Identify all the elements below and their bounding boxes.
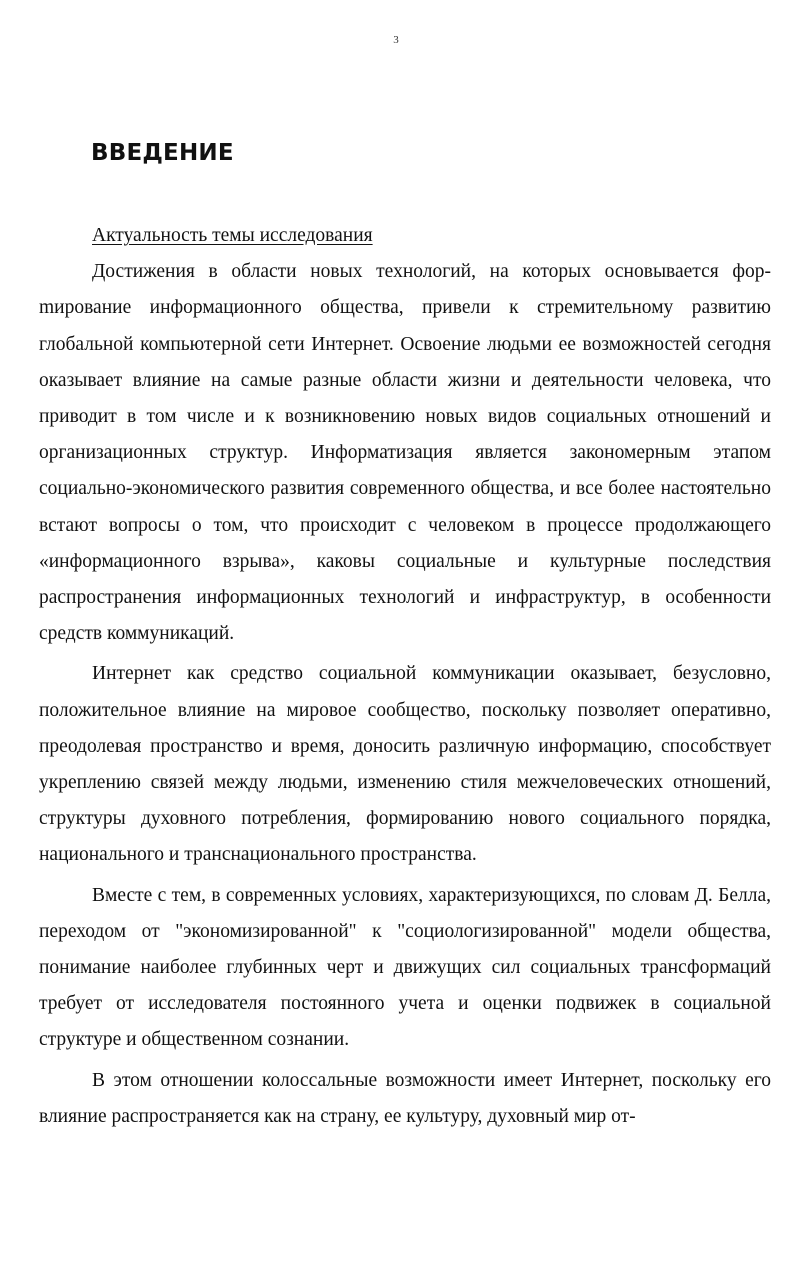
document-body (39, 218, 771, 1135)
paragraph-2: Интернет как средство социальной коммуникации оказывает, безусловно, положительное влияние на мировое сообщество, поскольку позволяет оперативно, преодолевая пространство и время, доносить различную информацию, способствует укреплению связей между людьми, изменению стиля межчеловеческих отношений, структуры духовного потребления, формированию нового социального порядка, национального и транснационального пространства. (39, 663, 771, 866)
page-number: 3 (393, 34, 399, 46)
page-heading: ВВЕДЕНИЕ (91, 140, 234, 166)
section-title: Актуальность темы исследования (92, 225, 373, 246)
paragraph-4: В этом отношении колоссальные возможности имеет Интернет, поскольку его влияние распространяется как на страну, ее культуру, духовный мир от- (39, 1069, 771, 1127)
paragraph-3: Вместе с тем, в современных условиях, характеризующихся, по словам Д. Белла, переходом от "экономизированной" к "социологизированной" модели общества, понимание наиболее глубинных черт и движущих сил социальных трансформаций требует от исследователя постоянного учета и оценки подвижек в социальной структуре и общественном сознании. (39, 884, 771, 1051)
paragraph-1: Достижения в области новых технологий, на которых основывается форmирование информационного общества, привели к стремительному развитию глобальной компьютерной сети Интернет. Освоение людьми ее возможностей сегодня оказывает влияние на самые разные области жизни и деятельности человека, что приводит в том числе и к возникновению новых видов социальных отношений и организационных структур. Информатизация является закономерным этапом социально-экономического развития современного общества, и все более настоятельно встают вопросы о том, что происходит с человеком в процессе продолжающего «информационного взрыва», каковы социальные и культурные последствия распространения информационных технологий и инфраструктур, в особенности средств коммуникаций. (39, 261, 771, 645)
